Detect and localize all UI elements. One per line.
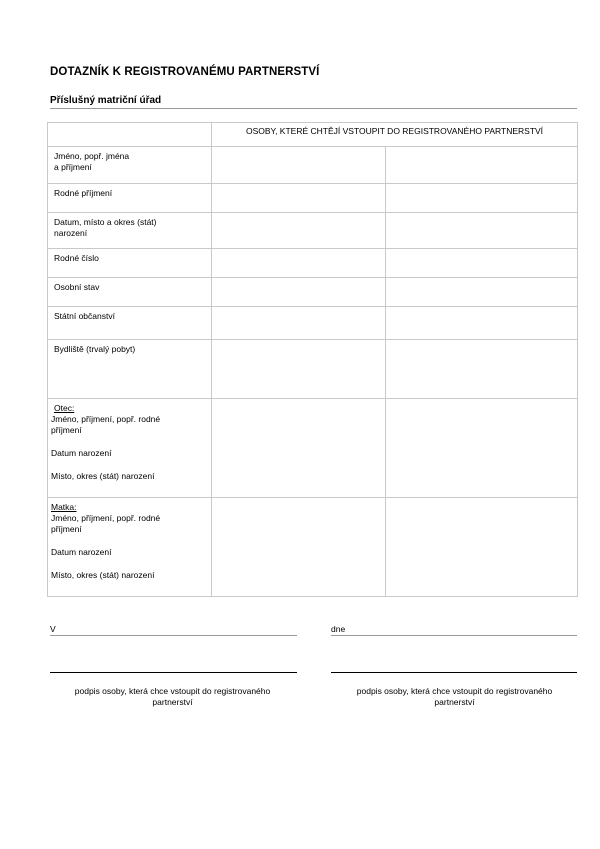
birth-number-label: Rodné číslo: [48, 249, 212, 278]
table-row: [48, 249, 578, 278]
birth-surname-label: Rodné příjmení: [48, 184, 212, 213]
place-label: V: [50, 624, 56, 634]
table-row: [48, 147, 578, 184]
table-row: [48, 278, 578, 307]
table-row: [48, 213, 578, 249]
mother-label: Matka: Jméno, příjmení, popř. rodné příjmení Datum narození Místo, okres (stát) narození: [48, 498, 212, 597]
person1-marital-status-cell[interactable]: [212, 278, 386, 307]
table-header-row: [48, 123, 578, 147]
header-empty-cell: [48, 123, 212, 147]
person2-birth-info-cell[interactable]: [386, 213, 578, 249]
person2-birth-number-cell[interactable]: [386, 249, 578, 278]
person2-mother-cell[interactable]: [386, 498, 578, 597]
person2-citizenship-cell[interactable]: [386, 307, 578, 340]
signature-line-1[interactable]: [50, 672, 297, 673]
father-heading: Otec:: [54, 403, 75, 413]
table-row: [48, 307, 578, 340]
birth-info-label: Datum, místo a okres (stát) narození: [48, 213, 212, 249]
citizenship-label: Státní občanství: [48, 307, 212, 340]
place-field[interactable]: [50, 635, 297, 636]
person1-birth-info-cell[interactable]: [212, 213, 386, 249]
person1-birth-surname-cell[interactable]: [212, 184, 386, 213]
person2-father-cell[interactable]: [386, 399, 578, 498]
name-label: Jméno, popř. jména a příjmení: [48, 147, 212, 184]
person2-marital-status-cell[interactable]: [386, 278, 578, 307]
person2-name-cell[interactable]: [386, 147, 578, 184]
table-row: [48, 184, 578, 213]
signature-line-2[interactable]: [331, 672, 577, 673]
person1-citizenship-cell[interactable]: [212, 307, 386, 340]
person1-birth-number-cell[interactable]: [212, 249, 386, 278]
person1-father-cell[interactable]: [212, 399, 386, 498]
residence-label: Bydliště (trvalý pobyt): [48, 340, 212, 399]
person1-mother-cell[interactable]: [212, 498, 386, 597]
date-label: dne: [331, 624, 346, 634]
table-row: [48, 399, 578, 498]
signature-caption-2: podpis osoby, která chce vstoupit do registrovaného partnerství: [356, 686, 553, 707]
person1-residence-cell[interactable]: [212, 340, 386, 399]
date-field[interactable]: [331, 635, 577, 636]
form-title: DOTAZNÍK K REGISTROVANÉMU PARTNERSTVÍ: [50, 66, 320, 78]
persons-header: OSOBY, KTERÉ CHTĚJÍ VSTOUPIT DO REGISTROVANÉHO PARTNERSTVÍ: [212, 123, 578, 147]
signature-caption-1: podpis osoby, která chce vstoupit do registrovaného partnerství: [74, 686, 271, 707]
registry-office-field[interactable]: [50, 95, 577, 109]
mother-heading: Matka:: [51, 502, 77, 512]
person1-name-cell[interactable]: [212, 147, 386, 184]
table-row: [48, 340, 578, 399]
table-row: [48, 498, 578, 597]
partnership-form-table: [47, 122, 578, 597]
father-label: Otec: Jméno, příjmení, popř. rodné příjmení Datum narození Místo, okres (stát) narození: [48, 399, 212, 498]
person2-residence-cell[interactable]: [386, 340, 578, 399]
marital-status-label: Osobní stav: [48, 278, 212, 307]
registry-office-label: Příslušný matriční úřad: [50, 95, 162, 106]
person2-birth-surname-cell[interactable]: [386, 184, 578, 213]
